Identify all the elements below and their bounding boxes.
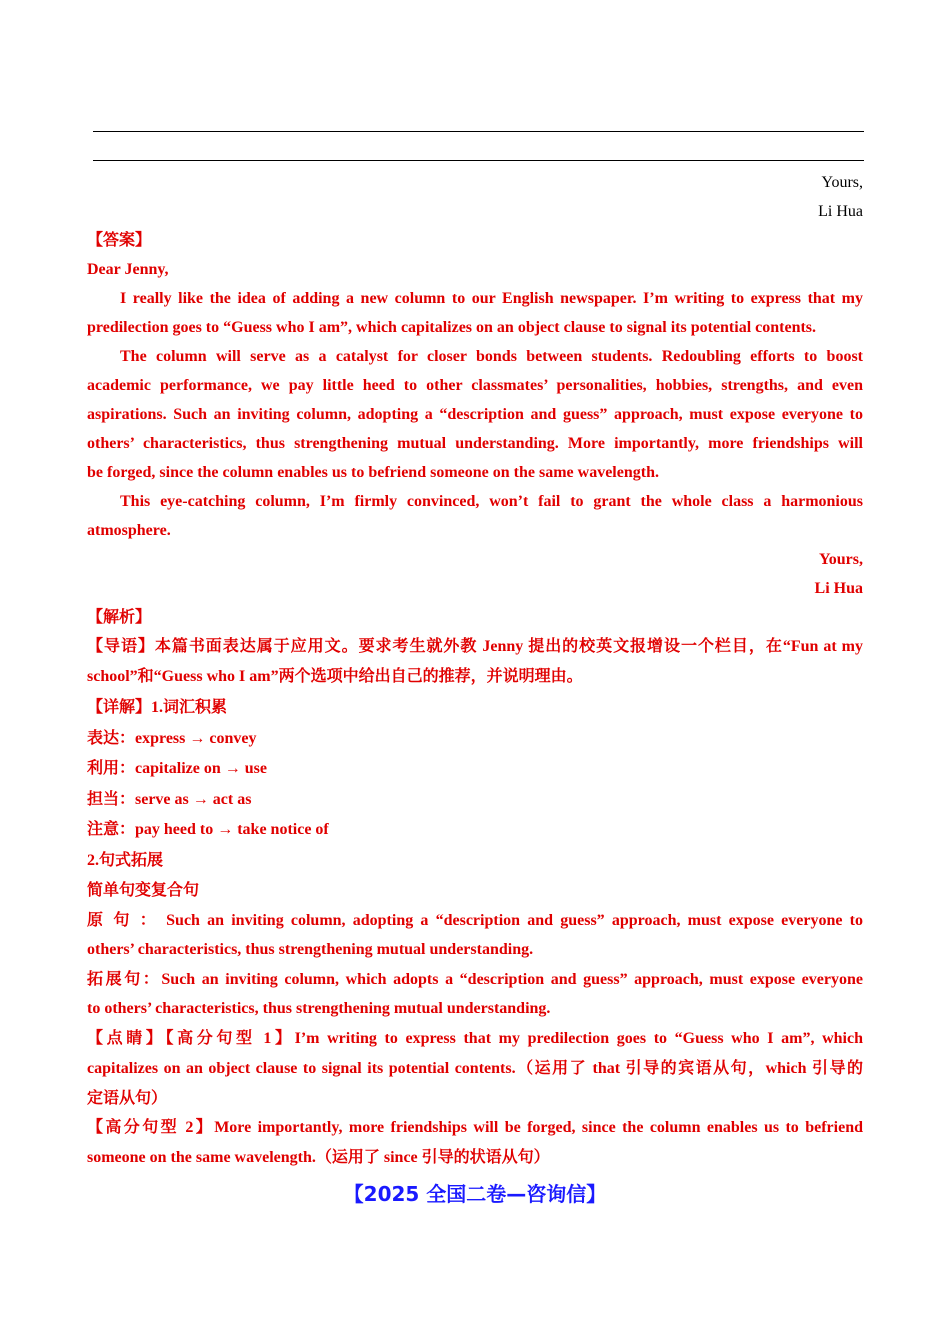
- answer-paragraph-2-line: others’ characteristics, thus strengthening mutual understanding. More importantly, more friendships will: [87, 435, 863, 452]
- vocab-item: 担当：serve as → act as: [87, 791, 252, 808]
- vocab-item: 表达：express → convey: [87, 730, 257, 747]
- analysis-guide-line: school”和“Guess who I am”两个选项中给出自己的推荐，并说明理由。: [87, 668, 583, 685]
- answer-paragraph-2-line: academic performance, we pay little heed to other classmates’ personalities, hobbies, strengths, and even: [87, 377, 863, 394]
- expanded-sentence-line: 拓展句：Such an inviting column, which adopts a “description and guess” approach, must expose everyone: [87, 971, 863, 988]
- answer-paragraph-2-line: The column will serve as a catalyst for closer bonds between students. Redoubling efforts to boost: [120, 348, 863, 365]
- expanded-sentence-line: to others’ characteristics, thus strengthening mutual understanding.: [87, 1000, 551, 1017]
- original-sentence-line: others’ characteristics, thus strengthening mutual understanding.: [87, 941, 534, 958]
- analysis-guide-line: 【导语】本篇书面表达属于应用文。要求考生就外教 Jenny 提出的校英文报增设一个栏目，在“Fun at my: [87, 638, 863, 655]
- highlight-2-line: 【高分句型 2】More importantly, more friendships will be forged, since the column enables us to befriend: [87, 1119, 863, 1136]
- highlight-2-line: someone on the same wavelength.（运用了 since 引导的状语从句）: [87, 1149, 550, 1166]
- original-sentence-line: 原 句 ： Such an inviting column, adopting a “description and guess” approach, must expose everyone to: [87, 912, 863, 929]
- highlight-1-line: 定语从句）: [87, 1090, 168, 1107]
- next-section-title: 【2025 全国二卷—咨询信】: [343, 1182, 607, 1206]
- highlight-1-line: capitalizes on an object clause to signal its potential contents.（运用了 that 引导的宾语从句，which 引导的: [87, 1060, 863, 1077]
- writing-line: [93, 131, 864, 132]
- vocab-item: 注意：pay heed to → take notice of: [87, 821, 329, 838]
- answer-paragraph-2-line: aspirations. Such an inviting column, adopting a “description and guess” approach, must expose everyone to: [87, 406, 863, 423]
- closing-name: Li Hua: [818, 203, 863, 220]
- answer-name: Li Hua: [814, 580, 863, 597]
- detail-heading: 【详解】1.词汇积累: [87, 699, 228, 716]
- highlight-1-line: 【点睛】【高分句型 1】I’m writing to express that my predilection goes to “Guess who I am”, which: [87, 1030, 863, 1047]
- answer-paragraph-3-line: atmosphere.: [87, 522, 171, 539]
- vocab-item: 利用：capitalize on → use: [87, 760, 267, 777]
- closing-yours: Yours,: [821, 174, 863, 191]
- answer-paragraph-1-line: I really like the idea of adding a new column to our English newspaper. I’m writing to express that my: [120, 290, 863, 307]
- sentence-heading: 2.句式拓展: [87, 852, 164, 869]
- answer-greeting: Dear Jenny,: [87, 261, 169, 278]
- answer-yours: Yours,: [818, 551, 863, 568]
- answer-label: 【答案】: [87, 232, 152, 249]
- analysis-label: 【解析】: [87, 609, 152, 626]
- answer-paragraph-3-line: This eye-catching column, I’m firmly convinced, won’t fail to grant the whole class a harmonious: [120, 493, 863, 510]
- writing-line: [93, 160, 864, 161]
- answer-paragraph-2-line: be forged, since the column enables us to befriend someone on the same wavelength.: [87, 464, 659, 481]
- answer-paragraph-1-line: predilection goes to “Guess who I am”, which capitalizes on an object clause to signal its potential contents.: [87, 319, 817, 336]
- sentence-subheading: 简单句变复合句: [87, 882, 200, 899]
